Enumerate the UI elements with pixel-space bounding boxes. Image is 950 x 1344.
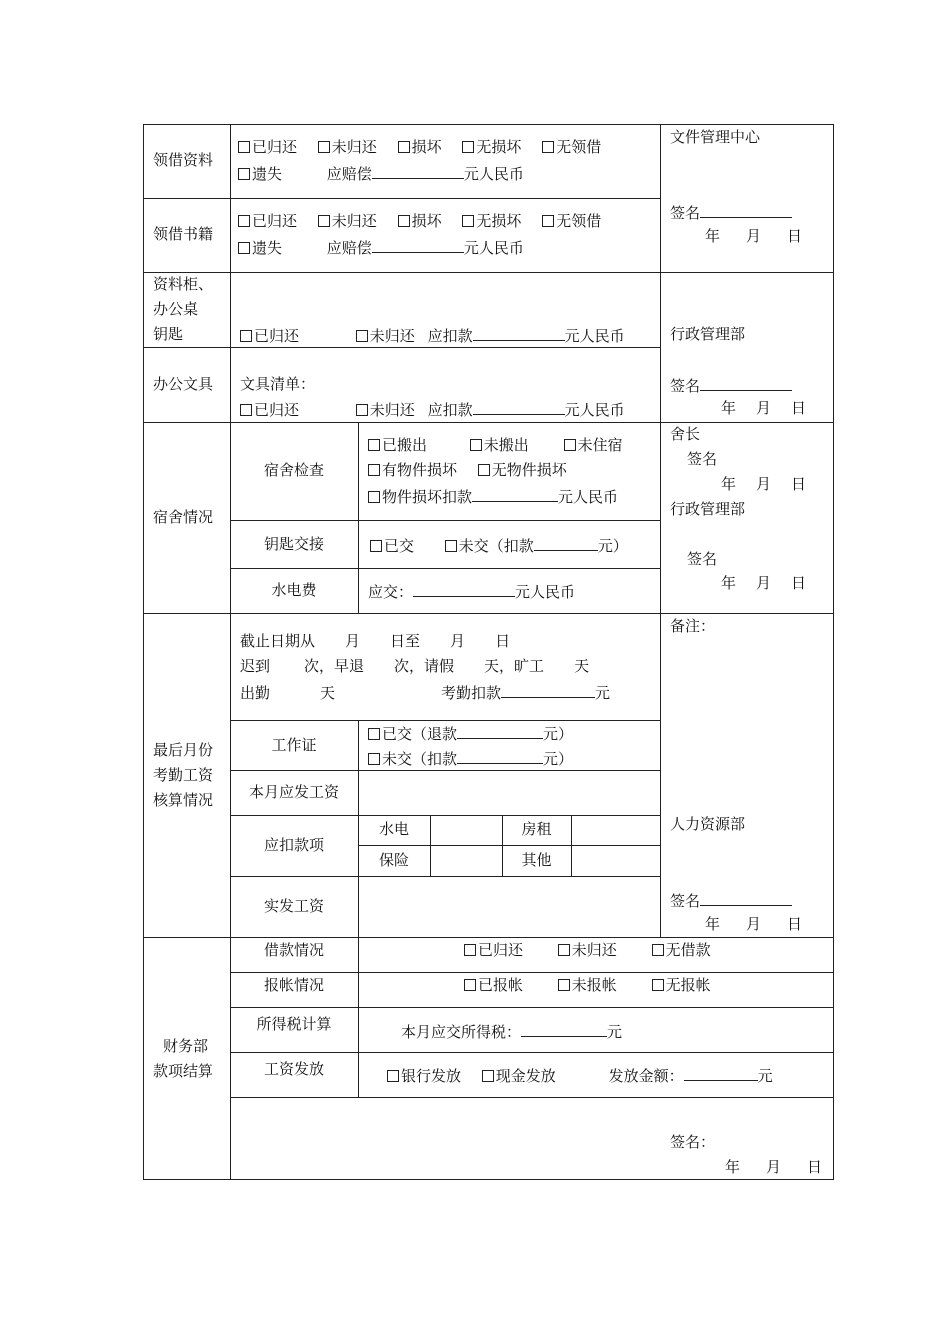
finance-sign-label: 签名： <box>670 1133 716 1151</box>
row-divider <box>143 347 660 348</box>
no-borrow-checkbox[interactable] <box>542 141 554 153</box>
payment-amount-field[interactable] <box>684 1067 758 1081</box>
other-label: 其他 <box>521 851 552 869</box>
signature-line: 签名 <box>670 377 792 394</box>
row-divider <box>230 770 660 771</box>
income-tax-due: 本月应交所得税： 元 <box>401 1023 623 1041</box>
row-divider <box>230 1097 834 1098</box>
payroll-label-2: 考勤工资 <box>153 766 214 784</box>
signature-field[interactable] <box>700 204 792 218</box>
not-returned-checkbox[interactable] <box>318 141 330 153</box>
row-divider <box>230 1007 834 1008</box>
key-not-given-checkbox[interactable] <box>445 540 457 552</box>
compensation-amount-field[interactable] <box>372 239 464 253</box>
salary-payment-label: 工资发放 <box>263 1060 324 1078</box>
document-center-label: 文件管理中心 <box>670 128 761 146</box>
loan-not-returned-checkbox[interactable] <box>558 944 570 956</box>
income-tax-label: 所得税计算 <box>256 1015 332 1033</box>
loan-status-options: 已归还 未归还 无借款 <box>464 943 711 958</box>
row-divider <box>230 720 660 721</box>
dorm-admin-sign-label: 签名 <box>687 550 718 568</box>
date-line: 年 月 日 <box>705 227 803 245</box>
row-divider <box>143 613 834 614</box>
admin-dept-label: 行政管理部 <box>670 325 746 343</box>
office-supplies-options: 已归还 未归还 应扣款 元人民币 <box>240 401 625 418</box>
salary-payment-options: 银行发放 现金发放 发放金额： 元 <box>387 1067 773 1084</box>
payroll-attendance-counts: 迟到 次，早退 次，请假 天，旷工 天 <box>240 657 590 675</box>
compensation-amount-field[interactable] <box>372 165 464 179</box>
col-divider <box>358 937 359 1097</box>
row-divider <box>230 1052 834 1053</box>
signature-line: 签名 <box>670 204 792 221</box>
signature-field[interactable] <box>700 892 792 906</box>
bank-payment-checkbox[interactable] <box>387 1070 399 1082</box>
dorm-head-label: 舍长 <box>670 425 701 443</box>
key-handover-label: 钥匙交接 <box>263 535 324 553</box>
key-given-checkbox[interactable] <box>370 540 382 552</box>
badge-not-given-checkbox[interactable] <box>368 753 380 765</box>
insurance-label: 保险 <box>378 851 409 869</box>
deduction-amount-field[interactable] <box>473 327 565 341</box>
work-badge-given: 已交（退款 元） <box>368 725 573 742</box>
date-line: 年 月 日 <box>705 915 803 933</box>
badge-deduct-field[interactable] <box>457 750 543 764</box>
utilities-label: 水电费 <box>271 581 317 599</box>
table-border-right <box>833 124 834 1180</box>
key-handover-options: 已交 未交（扣款 元） <box>370 537 628 554</box>
cabinet-key-label-3: 钥匙 <box>153 325 184 343</box>
dorm-damage-options: 有物件损坏 无物件损坏 <box>368 463 567 478</box>
attendance-deduct-field[interactable] <box>501 684 595 698</box>
undamaged-checkbox[interactable] <box>462 215 474 227</box>
row-divider <box>143 198 660 199</box>
returned-checkbox[interactable] <box>240 404 252 416</box>
damaged-checkbox[interactable] <box>398 215 410 227</box>
reimb-not-checkbox[interactable] <box>558 979 570 991</box>
deduction-items-label: 应扣款项 <box>263 836 324 854</box>
not-returned-checkbox[interactable] <box>318 215 330 227</box>
key-deduct-amount-field[interactable] <box>534 537 598 551</box>
dorm-admin-label: 行政管理部 <box>670 500 746 518</box>
deduction-amount-field[interactable] <box>473 401 565 415</box>
borrowed-materials-label: 领借资料 <box>153 151 214 169</box>
borrowed-books-options: 已归还 未归还 损坏 无损坏 无领借 <box>238 214 601 229</box>
finance-label-1: 财务部 <box>163 1037 209 1055</box>
water-elec-label: 水电 <box>378 820 409 838</box>
damage-deduct-amount-field[interactable] <box>472 488 558 502</box>
returned-checkbox[interactable] <box>238 141 250 153</box>
borrowed-books-label: 领借书籍 <box>153 225 214 243</box>
not-lived-checkbox[interactable] <box>564 439 576 451</box>
dorm-move-options: 已搬出 未搬出 未住宿 <box>368 438 623 453</box>
reimb-done-checkbox[interactable] <box>464 979 476 991</box>
damage-deduct-checkbox[interactable] <box>368 491 380 503</box>
cash-payment-checkbox[interactable] <box>482 1070 494 1082</box>
badge-refund-field[interactable] <box>457 725 543 739</box>
returned-checkbox[interactable] <box>238 215 250 227</box>
borrowed-materials-options: 已归还 未归还 损坏 无损坏 无领借 <box>238 140 601 155</box>
no-loan-checkbox[interactable] <box>652 944 664 956</box>
rent-label: 房租 <box>521 820 552 838</box>
payroll-label-1: 最后月份 <box>153 741 214 759</box>
row-divider <box>230 972 834 973</box>
borrowed-books-lost: 遗失 应赔偿 元人民币 <box>238 239 524 256</box>
payroll-label-3: 核算情况 <box>153 791 214 809</box>
actual-salary-label: 实发工资 <box>263 897 324 915</box>
date-line: 年 月 日 <box>721 475 807 493</box>
row-divider <box>230 876 660 877</box>
row-divider <box>143 422 834 423</box>
col-divider <box>660 124 661 937</box>
payroll-period: 截止日期从 月 日至 月 日 <box>240 632 511 650</box>
date-line: 年 月 日 <box>721 399 807 417</box>
table-border-left <box>143 124 144 1180</box>
loan-returned-checkbox[interactable] <box>464 944 476 956</box>
work-badge-not-given: 未交（扣款 元） <box>368 750 573 767</box>
date-line: 年 月 日 <box>725 1158 823 1176</box>
dorm-check-label: 宿舍检查 <box>263 461 324 479</box>
utilities-amount-field[interactable] <box>413 583 515 597</box>
returned-checkbox[interactable] <box>240 330 252 342</box>
damaged-checkbox[interactable] <box>398 141 410 153</box>
row-divider <box>143 272 834 273</box>
borrowed-materials-lost: 遗失 应赔偿 元人民币 <box>238 165 524 182</box>
row-divider <box>143 937 834 938</box>
payroll-attendance-deduct: 出勤 天 考勤扣款 元 <box>240 684 611 702</box>
not-moved-checkbox[interactable] <box>470 439 482 451</box>
work-badge-label: 工作证 <box>271 736 317 754</box>
utilities-due: 应交： 元人民币 <box>368 583 576 601</box>
reimbursement-options: 已报帐 未报帐 无报帐 <box>464 978 711 993</box>
cabinet-key-label-2: 办公桌 <box>153 300 199 318</box>
supplies-list-label: 文具清单： <box>240 375 316 393</box>
reimbursement-label: 报帐情况 <box>263 976 324 994</box>
table-border-top <box>143 124 834 125</box>
undamaged-checkbox[interactable] <box>462 141 474 153</box>
income-tax-field[interactable] <box>521 1023 607 1037</box>
no-reimb-checkbox[interactable] <box>652 979 664 991</box>
row-divider <box>230 568 660 569</box>
dorm-damage-deduction: 物件损坏扣款 元人民币 <box>368 488 618 505</box>
not-returned-checkbox[interactable] <box>356 330 368 342</box>
finance-label-2: 款项结算 <box>153 1062 214 1080</box>
date-line: 年 月 日 <box>721 574 807 592</box>
lost-checkbox[interactable] <box>238 168 250 180</box>
no-item-damage-checkbox[interactable] <box>478 464 490 476</box>
moved-out-checkbox[interactable] <box>368 439 380 451</box>
item-damage-checkbox[interactable] <box>368 464 380 476</box>
lost-checkbox[interactable] <box>238 242 250 254</box>
office-supplies-label: 办公文具 <box>153 375 214 393</box>
dormitory-label: 宿舍情况 <box>153 508 214 526</box>
signature-line: 签名 <box>670 892 792 909</box>
dorm-head-sign-label: 签名 <box>687 450 718 468</box>
row-divider <box>230 815 660 816</box>
badge-given-checkbox[interactable] <box>368 728 380 740</box>
table-border-bottom <box>143 1179 834 1180</box>
hr-dept-label: 人力资源部 <box>670 815 746 833</box>
no-borrow-checkbox[interactable] <box>542 215 554 227</box>
col-divider <box>358 422 359 613</box>
remarks-label: 备注： <box>670 617 716 635</box>
row-divider <box>230 520 660 521</box>
signature-field[interactable] <box>700 377 792 391</box>
row-divider <box>358 845 660 846</box>
salary-due-label: 本月应发工资 <box>248 783 339 801</box>
cabinet-key-label-1: 资料柜、 <box>153 275 214 293</box>
loan-status-label: 借款情况 <box>263 941 324 959</box>
cabinet-key-options: 已归还 未归还 应扣款 元人民币 <box>240 327 625 344</box>
not-returned-checkbox[interactable] <box>356 404 368 416</box>
